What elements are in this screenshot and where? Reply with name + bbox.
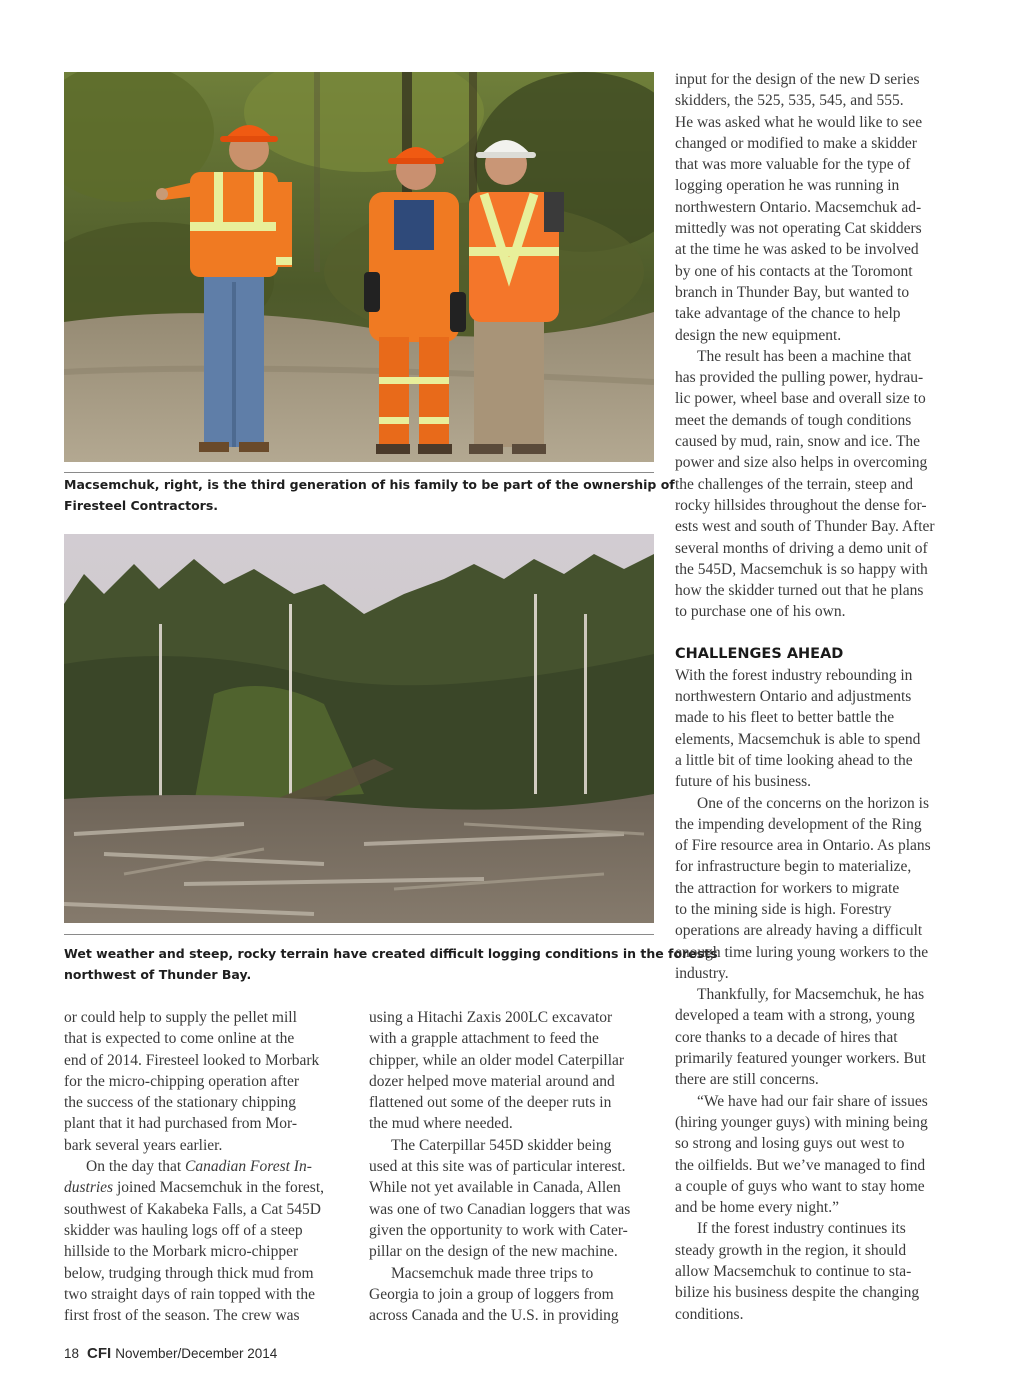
- paragraph: Macsemchuk made three trips to Georgia to join a group of loggers from across Canada and the U.S. in providing: [369, 1264, 619, 1325]
- paragraph: The Caterpillar 545D skidder being used at this site was of particular interest. While not yet available in Canada, Allen was one of two Canadian loggers that was given the opportunity to work with Cater- pillar on the design of the new machine.: [369, 1136, 631, 1261]
- photo-logging-site-image: [64, 534, 654, 923]
- publication-title: Canadian Forest In-: [185, 1158, 312, 1176]
- paragraph: One of the concerns on the horizon is the impending development of the Ring of Fire resource area in Ontario. As plans for infrastructure begin to materialize, the attraction for workers to migrate to the mining side is high. Forestry operations are already having a difficult enough time luring young workers to the industry.: [675, 794, 931, 982]
- photo-logging-site: [64, 534, 654, 923]
- quote-paragraph: “We have had our fair share of issues (hiring younger guys) with mining being so strong and losing guys out west to the oilfields. But we’ve managed to find a couple of guys who want to stay home and be home every night.”: [675, 1092, 928, 1217]
- magazine-name: CFI: [87, 1345, 112, 1362]
- article-column-2: [369, 1007, 659, 1326]
- publication-title: dustries: [64, 1179, 114, 1197]
- paragraph: If the forest industry continues its steady growth in the region, it should allow Macsemchuk to continue to sta- bilize his business despite the changing conditions.: [675, 1220, 920, 1323]
- page-footer: [64, 1345, 277, 1362]
- photo-caption-1: [64, 474, 675, 516]
- caption-line: Firesteel Contractors.: [64, 498, 219, 513]
- paragraph: or could help to supply the pellet mill that is expected to come online at the end of 2014. Firesteel looked to Morbark for the micro-chipping operation after the success of the stationary chipping plant that it had purchased from Mor- bark several years earlier.: [64, 1009, 320, 1154]
- paragraph: On the day that Canadian Forest In- dustries joined Macsemchuk in the forest, southwest of Kakabeka Falls, a Cat 545D skidder was hauling logs off of a steep hillside to the Morbark micro-chipper below, trudging through thick mud from two straight days of rain topped with the first frost of the season. The crew was: [64, 1158, 325, 1325]
- article-column-1: [64, 1007, 354, 1326]
- paragraph: Thankfully, for Macsemchuk, he has developed a team with a strong, young core thanks to a decade of hires that primarily featured younger workers. But there are still concerns.: [675, 986, 926, 1089]
- photo-three-workers: [64, 72, 654, 462]
- photo-three-workers-image: [64, 72, 654, 462]
- page-number: 18: [64, 1346, 80, 1361]
- caption-line: Macsemchuk, right, is the third generation of his family to be part of the ownership of: [64, 477, 675, 492]
- paragraph: using a Hitachi Zaxis 200LC excavator with a grapple attachment to feed the chipper, while an older model Caterpillar dozer helped move material around and flattened out some of the deeper ruts in the mud where needed.: [369, 1009, 625, 1133]
- photo-caption-2: [64, 943, 718, 985]
- caption-line: Wet weather and steep, rocky terrain have created difficult logging conditions in the forests: [64, 946, 718, 961]
- heading-spacer: [675, 623, 965, 644]
- paragraph: input for the design of the new D series skidders, the 525, 535, 545, and 555. He was asked what he would like to see changed or modified to make a skidder that was more valuable for the type of logging operation he was running in northwestern Ontario. Macsemchuk ad- mittedly was not operating Cat skidders at the time he was asked to be involved by one of his contacts at the Toromont branch in Thunder Bay, but wanted to take advantage of the chance to help design the new equipment.: [675, 71, 923, 344]
- issue-date: November/December 2014: [115, 1346, 278, 1361]
- paragraph: With the forest industry rebounding in northwestern Ontario and adjustments made to his fleet to better battle the elements, Macsemchuk is able to spend a little bit of time looking ahead to the future of his business.: [675, 666, 921, 791]
- caption-rule-1: [64, 472, 654, 473]
- article-column-3: [675, 69, 965, 1325]
- paragraph: The result has been a machine that has provided the pulling power, hydrau- lic power, wheel base and overall size to meet the demands of tough conditions caused by mud, rain, snow and ice. The power and size also helps in overcoming the challenges of the terrain, steep and rocky hillsides throughout the dense for- ests west and south of Thunder Bay. After several months of driving a demo unit of the 545D, Macsemchuk is so happy with how the skidder turned out that he plans to purchase one of his own.: [675, 347, 935, 621]
- section-heading: CHALLENGES AHEAD: [675, 645, 844, 662]
- caption-line: northwest of Thunder Bay.: [64, 967, 252, 982]
- caption-rule-2: [64, 934, 654, 935]
